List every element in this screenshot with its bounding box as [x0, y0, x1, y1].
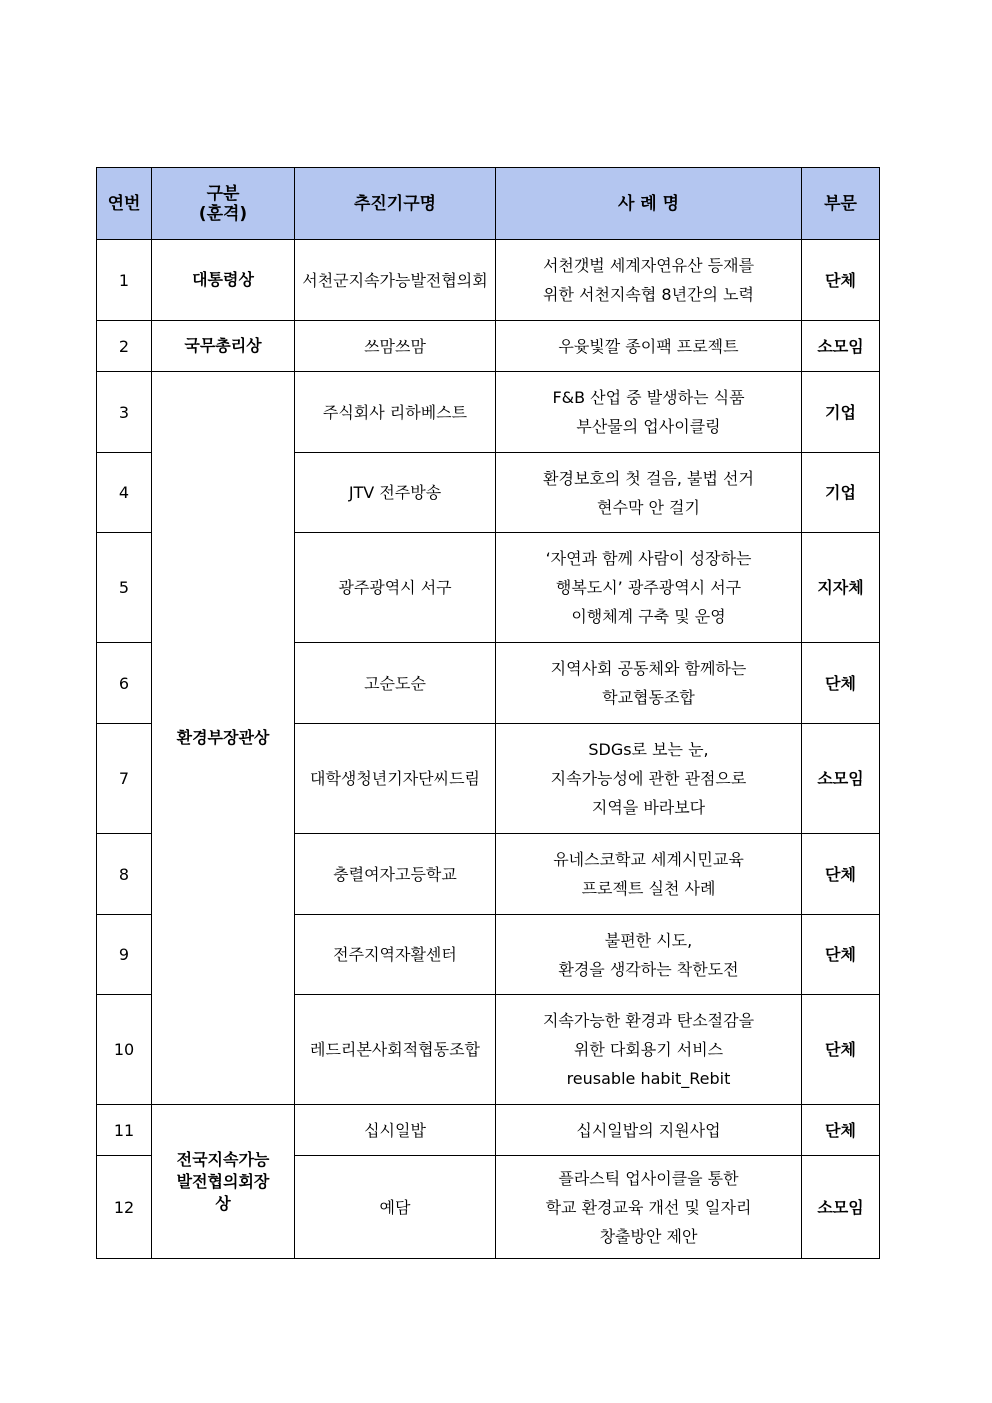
- case-line: 환경보호의 첫 걸음, 불법 선거: [543, 468, 754, 488]
- org-name: JTV 전주방송: [295, 453, 496, 533]
- row-number: 8: [97, 834, 152, 915]
- case-line: 환경을 생각하는 착한도전: [558, 959, 739, 979]
- sector: 단체: [802, 643, 880, 724]
- row-number: 12: [97, 1156, 152, 1259]
- org-name: 서천군지속가능발전협의회: [295, 240, 496, 321]
- case-line: 서천갯벌 세계자연유산 등재를: [542, 256, 755, 275]
- row-number: 11: [97, 1105, 152, 1156]
- sector: 단체: [802, 240, 880, 321]
- header-no: 연번: [97, 168, 152, 240]
- award-presidential: 대통령상: [152, 240, 295, 321]
- case-line: 현수막 안 걸기: [597, 497, 700, 517]
- case-line: 플라스틱 업사이클을 통한: [558, 1168, 739, 1188]
- header-case: 사 례 명: [496, 168, 802, 240]
- header-category: [152, 168, 295, 240]
- sector: 단체: [802, 1105, 880, 1156]
- case-line: 지속가능한 환경과 탄소절감을: [542, 1011, 755, 1030]
- row-number: 7: [97, 724, 152, 834]
- org-name: 전주지역자활센터: [295, 915, 496, 995]
- sector: 소모임: [802, 321, 880, 372]
- case-name: [496, 834, 802, 915]
- org-name: 쓰맘쓰맘: [295, 321, 496, 372]
- row-number: 6: [97, 643, 152, 724]
- case-name: [496, 724, 802, 834]
- header-row: [97, 168, 880, 240]
- case-name: [496, 1105, 802, 1156]
- org-name: 십시일밥: [295, 1105, 496, 1156]
- case-line: 학교 환경교육 개선 및 일자리: [545, 1197, 752, 1217]
- case-line: 위한 다회용기 서비스: [573, 1040, 724, 1059]
- sector: 지자체: [802, 533, 880, 643]
- case-line: 창출방안 제안: [599, 1226, 698, 1246]
- case-name: [496, 453, 802, 533]
- case-name: [496, 1156, 802, 1259]
- sector: 단체: [802, 834, 880, 915]
- case-name: [496, 915, 802, 995]
- sector: 소모임: [802, 724, 880, 834]
- row-number: 3: [97, 372, 152, 453]
- sector: 기업: [802, 453, 880, 533]
- case-line: SDGs로 보는 눈,: [588, 740, 709, 759]
- case-name: [496, 321, 802, 372]
- org-name: 레드리본사회적협동조합: [295, 995, 496, 1105]
- sector: 단체: [802, 915, 880, 995]
- row-number: 1: [97, 240, 152, 321]
- case-line: 학교협동조합: [602, 688, 695, 707]
- row-number: 5: [97, 533, 152, 643]
- case-name: [496, 372, 802, 453]
- case-name: [496, 995, 802, 1105]
- case-line: reusable habit_Rebit: [566, 1069, 731, 1088]
- table-row: [97, 321, 880, 372]
- table-row: [97, 1105, 880, 1156]
- org-name: 예담: [295, 1156, 496, 1259]
- table-row: [97, 372, 880, 453]
- org-name: 광주광역시 서구: [295, 533, 496, 643]
- case-line: 유네스코학교 세계시민교육: [553, 850, 744, 869]
- award-environment-minister: 환경부장관상: [152, 372, 295, 1105]
- case-name: [496, 240, 802, 321]
- org-name: 대학생청년기자단씨드림: [295, 724, 496, 834]
- award-council-chair: [152, 1105, 295, 1259]
- case-line: 부산물의 업사이클링: [576, 417, 721, 436]
- header-category-line2: (훈격): [198, 203, 248, 224]
- header-category-line1: 구분: [206, 183, 240, 204]
- header-sector: 부문: [802, 168, 880, 240]
- row-number: 4: [97, 453, 152, 533]
- case-line: 지역을 바라보다: [591, 798, 706, 817]
- case-line: 지속가능성에 관한 관점으로: [550, 769, 747, 788]
- row-number: 10: [97, 995, 152, 1105]
- case-line: 지역사회 공동체와 함께하는: [550, 659, 747, 678]
- sector: 소모임: [802, 1156, 880, 1259]
- case-line: 십시일밥의 지원사업: [576, 1120, 721, 1140]
- header-org: 추진기구명: [295, 168, 496, 240]
- case-line: 불편한 시도,: [604, 930, 693, 950]
- row-number: 9: [97, 915, 152, 995]
- table-row: [97, 240, 880, 321]
- org-name: 충렬여자고등학교: [295, 834, 496, 915]
- case-line: ‘자연과 함께 사람이 성장하는: [545, 549, 752, 568]
- case-line: 위한 서천지속협 8년간의 노력: [543, 285, 754, 304]
- award-line: 발전협의회장: [176, 1171, 270, 1191]
- org-name: 주식회사 리하베스트: [295, 372, 496, 453]
- award-line: 전국지속가능: [176, 1149, 270, 1169]
- case-line: 프로젝트 실천 사례: [581, 879, 716, 898]
- award-line: 상: [215, 1193, 231, 1213]
- row-number: 2: [97, 321, 152, 372]
- case-line: F&B 산업 중 발생하는 식품: [552, 388, 745, 407]
- awards-table: [96, 167, 880, 1259]
- case-name: [496, 643, 802, 724]
- org-name: 고순도순: [295, 643, 496, 724]
- case-name: [496, 533, 802, 643]
- award-prime-minister: 국무총리상: [152, 321, 295, 372]
- sector: 단체: [802, 995, 880, 1105]
- case-line: 이행체계 구축 및 운영: [571, 607, 726, 626]
- sector: 기업: [802, 372, 880, 453]
- case-line: 행복도시’ 광주광역시 서구: [555, 578, 742, 597]
- case-line: 우윳빛깔 종이팩 프로젝트: [558, 336, 739, 356]
